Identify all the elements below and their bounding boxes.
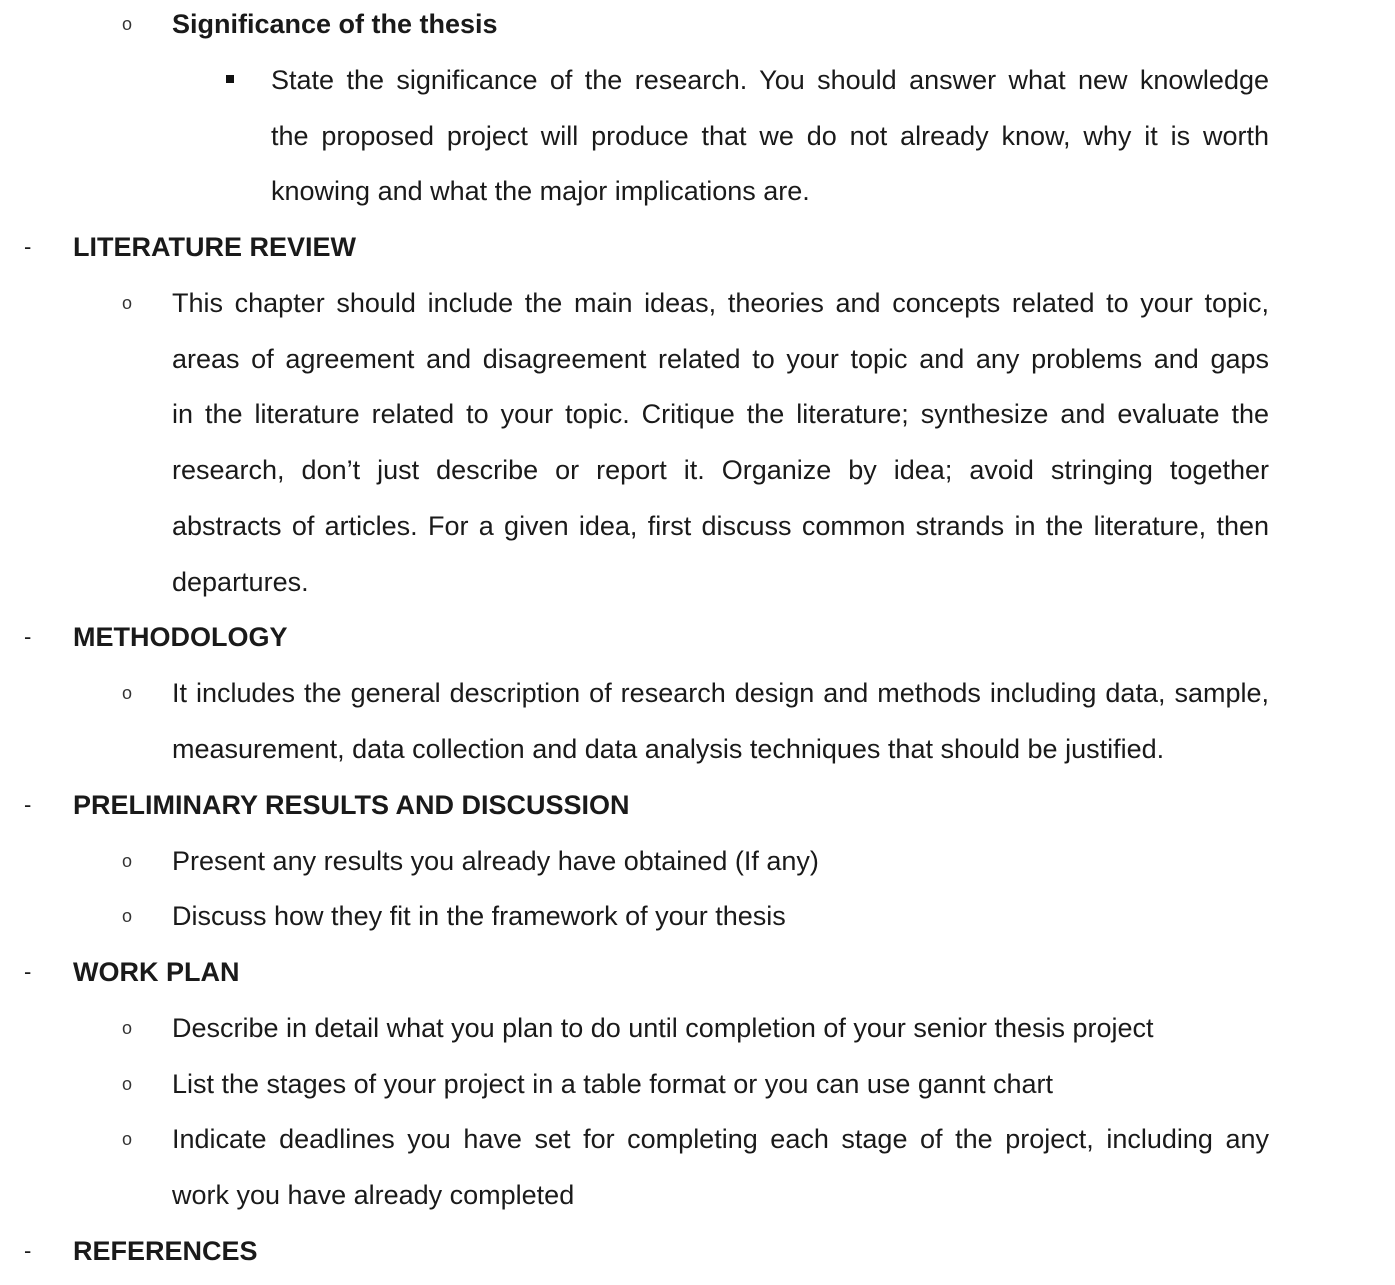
circle-bullet-icon: o: [122, 14, 133, 34]
list-item-text: Discuss how they fit in the framework of your thesis: [172, 901, 786, 931]
list-item-text: work you have already completed: [172, 1180, 575, 1210]
circle-bullet-icon: o: [122, 1018, 133, 1038]
dash-bullet-icon: -: [24, 792, 32, 817]
list-item-text: Indicate deadlines you have set for completing each stage of the project, including any: [172, 1124, 1269, 1154]
list-item-text: Describe in detail what you plan to do until completion of your senior thesis project: [172, 1013, 1154, 1043]
dash-bullet-icon: -: [24, 1238, 32, 1263]
paragraph-text: It includes the general description of research design and methods including data, sample,: [172, 678, 1269, 708]
paragraph-text: in the literature related to your topic. Critique the literature; synthesize and evaluate the: [172, 399, 1269, 429]
paragraph-text: areas of agreement and disagreement related to your topic and any problems and gaps: [172, 344, 1269, 374]
paragraph-text: abstracts of articles. For a given idea, first discuss common strands in the literature, then: [172, 511, 1269, 541]
list-item-text: List the stages of your project in a table format or you can use gannt chart: [172, 1069, 1053, 1099]
references-heading: REFERENCES: [73, 1236, 258, 1266]
square-bullet-icon: [226, 75, 234, 83]
preliminary-heading: PRELIMINARY RESULTS AND DISCUSSION: [73, 790, 630, 820]
dash-bullet-icon: -: [24, 234, 32, 259]
literature-review-heading: LITERATURE REVIEW: [73, 232, 356, 262]
dash-bullet-icon: -: [24, 624, 32, 649]
paragraph-text: the proposed project will produce that we do not already know, why it is worth: [271, 121, 1269, 151]
circle-bullet-icon: o: [122, 1129, 133, 1149]
paragraph-text: State the significance of the research. You should answer what new knowledge: [271, 65, 1269, 95]
paragraph-text: This chapter should include the main ideas, theories and concepts related to your topic,: [172, 288, 1269, 318]
significance-heading: Significance of the thesis: [172, 9, 498, 39]
circle-bullet-icon: o: [122, 906, 133, 926]
paragraph-text: departures.: [172, 567, 309, 597]
list-item-text: Present any results you already have obtained (If any): [172, 846, 819, 876]
dash-bullet-icon: -: [24, 959, 32, 984]
paragraph-text: measurement, data collection and data analysis techniques that should be justified.: [172, 734, 1165, 764]
work-plan-heading: WORK PLAN: [73, 957, 240, 987]
circle-bullet-icon: o: [122, 1074, 133, 1094]
circle-bullet-icon: o: [122, 293, 133, 313]
circle-bullet-icon: o: [122, 683, 133, 703]
methodology-heading: METHODOLOGY: [73, 622, 288, 652]
circle-bullet-icon: o: [122, 851, 133, 871]
paragraph-text: research, don’t just describe or report it. Organize by idea; avoid stringing together: [172, 455, 1269, 485]
paragraph-text: knowing and what the major implications are.: [271, 176, 810, 206]
